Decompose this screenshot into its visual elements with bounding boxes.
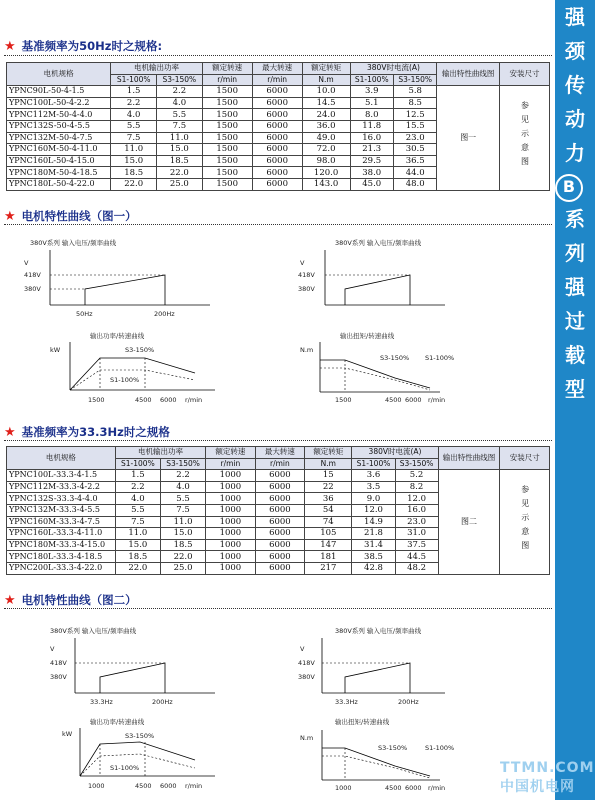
value-cell: 18.5 — [157, 155, 203, 167]
value-cell: 1500 — [202, 109, 252, 121]
series-label: S3-150% — [125, 732, 155, 740]
divider — [4, 224, 552, 226]
value-cell: 1000 — [206, 470, 256, 482]
axis-label: N.m — [300, 346, 314, 354]
value-cell: 6000 — [252, 167, 302, 179]
model-cell: YPNC160M-50-4-11.0 — [7, 144, 111, 156]
chart-title: 380V系列 输入电压/频率曲线 — [50, 627, 137, 635]
value-cell: 18.5 — [111, 167, 157, 179]
value-cell: 36 — [305, 493, 352, 505]
install-ref-cell — [499, 86, 549, 190]
value-cell: 38.5 — [352, 551, 395, 563]
axis-label: kW — [62, 730, 73, 738]
section-heading-curves-1: ★ 电机特性曲线（图一） — [4, 209, 137, 224]
curves-figure-2 — [0, 618, 550, 798]
table-row — [7, 86, 550, 98]
model-cell: YPNC132M-33.3-4-5.5 — [7, 504, 116, 516]
value-cell: 37.5 — [395, 539, 438, 551]
col-current: 380V时电流(A) — [352, 447, 438, 459]
tick-label: 418V — [50, 659, 67, 667]
series-label: S3-150% — [378, 744, 408, 752]
series-label: S1-100% — [425, 744, 455, 752]
value-cell: 6000 — [255, 493, 305, 505]
model-cell: YPNC180M-50-4-18.5 — [7, 167, 111, 179]
value-cell: 25.0 — [160, 562, 205, 574]
value-cell: 6000 — [255, 504, 305, 516]
unit: N.m — [305, 458, 352, 470]
value-cell: 74 — [305, 516, 352, 528]
unit: N.m — [302, 74, 350, 86]
value-cell: 22.0 — [115, 562, 160, 574]
value-cell: 1.5 — [115, 470, 160, 482]
axis-label: r/min — [185, 396, 203, 404]
value-cell: 6000 — [255, 562, 305, 574]
value-cell: 42.8 — [352, 562, 395, 574]
model-cell: YPNC132S-50-4-5.5 — [7, 120, 111, 132]
col-model: 电机规格 — [7, 63, 111, 86]
unit: r/min — [255, 458, 305, 470]
value-cell: 22.0 — [111, 178, 157, 190]
value-cell: 72.0 — [302, 144, 350, 156]
model-cell: YPNC160M-33.3-4-7.5 — [7, 516, 116, 528]
value-cell: 7.5 — [160, 504, 205, 516]
col-install: 安装尺寸 — [499, 63, 549, 86]
value-cell: 6000 — [252, 132, 302, 144]
axis-label: r/min — [185, 782, 203, 790]
col-current: 380V时电流(A) — [350, 63, 437, 75]
tick-label: 418V — [298, 659, 315, 667]
value-cell: 1500 — [202, 167, 252, 179]
col-curve: 输出特性曲线图 — [437, 63, 500, 86]
value-cell: 5.8 — [393, 86, 436, 98]
value-cell: 22 — [305, 481, 352, 493]
model-cell: YPNC112M-50-4-4.0 — [7, 109, 111, 121]
value-cell: 4.0 — [115, 493, 160, 505]
side-char: 型 — [565, 377, 585, 401]
value-cell: 7.5 — [157, 120, 203, 132]
install-ref-text: 参见示意图 — [520, 485, 530, 556]
value-cell: 8.2 — [395, 481, 438, 493]
axis-label: r/min — [428, 396, 446, 404]
value-cell: 5.2 — [395, 470, 438, 482]
tick-label: 200Hz — [398, 698, 419, 706]
value-cell: 1000 — [206, 539, 256, 551]
value-cell: 11.0 — [157, 132, 203, 144]
value-cell: 1000 — [206, 551, 256, 563]
value-cell: 1000 — [206, 528, 256, 540]
value-cell: 54 — [305, 504, 352, 516]
install-ref-cell — [500, 470, 550, 574]
model-cell: YPNC100L-50-4-2.2 — [7, 97, 111, 109]
value-cell: 38.0 — [350, 167, 393, 179]
chart-title: 380V系列 输入电压/频率曲线 — [30, 239, 117, 247]
value-cell: 1000 — [206, 493, 256, 505]
col-s3: S3-150% — [393, 74, 436, 86]
side-char: 动 — [565, 107, 585, 131]
curve-ref-cell: 图二 — [438, 470, 500, 574]
curve-ref-cell: 图一 — [437, 86, 500, 190]
value-cell: 1.5 — [111, 86, 157, 98]
value-cell: 25.0 — [157, 178, 203, 190]
side-char: 过 — [565, 309, 585, 333]
value-cell: 36.5 — [393, 155, 436, 167]
side-char: 列 — [565, 241, 585, 265]
model-cell: YPNC180L-50-4-22.0 — [7, 178, 111, 190]
value-cell: 18.5 — [115, 551, 160, 563]
value-cell: 22.0 — [157, 167, 203, 179]
value-cell: 6000 — [252, 155, 302, 167]
value-cell: 16.0 — [350, 132, 393, 144]
side-char: 传 — [565, 73, 585, 97]
spec-table-333hz — [6, 446, 550, 575]
col-s1: S1-100% — [350, 74, 393, 86]
value-cell: 6000 — [252, 120, 302, 132]
side-char: 强 — [565, 275, 585, 299]
tick-label: 4500 — [385, 784, 402, 792]
value-cell: 49.0 — [302, 132, 350, 144]
model-cell: YPNC132M-50-4-7.5 — [7, 132, 111, 144]
vf-chart-right — [298, 238, 445, 305]
value-cell: 6000 — [252, 109, 302, 121]
value-cell: 11.8 — [350, 120, 393, 132]
value-cell: 15.0 — [157, 144, 203, 156]
value-cell: 12.5 — [393, 109, 436, 121]
tick-label: 380V — [298, 673, 315, 681]
value-cell: 30.5 — [393, 144, 436, 156]
col-max: 最大转速 — [252, 63, 302, 75]
value-cell: 22.0 — [160, 551, 205, 563]
value-cell: 5.5 — [160, 493, 205, 505]
value-cell: 3.6 — [352, 470, 395, 482]
value-cell: 8.0 — [350, 109, 393, 121]
value-cell: 6000 — [252, 86, 302, 98]
value-cell: 1500 — [202, 97, 252, 109]
model-cell: YPNC160L-50-4-15.0 — [7, 155, 111, 167]
unit: r/min — [202, 74, 252, 86]
value-cell: 4.0 — [111, 109, 157, 121]
vf-chart-right — [298, 626, 445, 706]
value-cell: 6000 — [255, 539, 305, 551]
tick-label: 6000 — [160, 396, 177, 404]
torque-chart — [300, 331, 454, 404]
col-s1: S1-100% — [115, 458, 160, 470]
value-cell: 15.0 — [115, 539, 160, 551]
col-model: 电机规格 — [7, 447, 116, 470]
sidebar — [555, 0, 595, 800]
value-cell: 31.0 — [395, 528, 438, 540]
section-heading-curves-2: ★ 电机特性曲线（图二） — [4, 593, 137, 608]
tick-label: 4500 — [135, 396, 152, 404]
col-curve: 输出特性曲线图 — [438, 447, 500, 470]
value-cell: 11.0 — [111, 144, 157, 156]
star-icon: ★ — [4, 425, 16, 440]
series-label: S3-150% — [125, 346, 155, 354]
model-cell: YPNC160L-33.3-4-11.0 — [7, 528, 116, 540]
tick-label: 380V — [50, 673, 67, 681]
value-cell: 5.5 — [157, 109, 203, 121]
value-cell: 5.5 — [111, 120, 157, 132]
value-cell: 9.0 — [352, 493, 395, 505]
col-power: 电机输出功率 — [111, 63, 202, 75]
value-cell: 6000 — [252, 144, 302, 156]
model-cell: YPNC90L-50-4-1.5 — [7, 86, 111, 98]
col-rated: 额定转速 — [202, 63, 252, 75]
sidebar-title — [555, 0, 595, 406]
value-cell: 143.0 — [302, 178, 350, 190]
tick-label: 6000 — [160, 782, 177, 790]
divider — [4, 55, 552, 57]
value-cell: 24.0 — [302, 109, 350, 121]
value-cell: 3.5 — [352, 481, 395, 493]
value-cell: 1000 — [206, 504, 256, 516]
divider — [4, 440, 552, 442]
value-cell: 1500 — [202, 178, 252, 190]
value-cell: 15 — [305, 470, 352, 482]
value-cell: 48.0 — [393, 178, 436, 190]
value-cell: 5.5 — [115, 504, 160, 516]
value-cell: 1000 — [206, 516, 256, 528]
value-cell: 4.0 — [157, 97, 203, 109]
value-cell: 2.2 — [111, 97, 157, 109]
tick-label: 4500 — [385, 396, 402, 404]
side-char: 力 — [565, 141, 585, 165]
value-cell: 14.9 — [352, 516, 395, 528]
value-cell: 2.2 — [160, 470, 205, 482]
vf-chart-left — [50, 626, 215, 706]
value-cell: 105 — [305, 528, 352, 540]
section-heading-333hz: ★ 基准频率为33.3Hz时之规格 — [4, 425, 170, 440]
col-torque: 额定转矩 — [302, 63, 350, 75]
value-cell: 8.5 — [393, 97, 436, 109]
model-cell: YPNC100L-33.3-4-1.5 — [7, 470, 116, 482]
col-s3: S3-150% — [160, 458, 205, 470]
tick-label: 1000 — [88, 782, 105, 790]
tick-label: 33.3Hz — [335, 698, 358, 706]
tick-label: 1500 — [335, 396, 352, 404]
b-circle-icon: B — [555, 174, 583, 202]
side-char: 系 — [565, 207, 585, 231]
power-chart — [50, 331, 215, 404]
curves-figure-1 — [0, 230, 550, 410]
series-label: S1-100% — [425, 354, 455, 362]
value-cell: 6000 — [252, 97, 302, 109]
axis-label: N.m — [300, 734, 314, 742]
value-cell: 6000 — [255, 516, 305, 528]
value-cell: 29.5 — [350, 155, 393, 167]
value-cell: 2.2 — [157, 86, 203, 98]
value-cell: 10.0 — [302, 86, 350, 98]
series-label: S1-100% — [110, 764, 140, 772]
value-cell: 120.0 — [302, 167, 350, 179]
vf-chart-left — [24, 238, 210, 318]
tick-label: 6000 — [405, 396, 422, 404]
axis-label: r/min — [428, 784, 446, 792]
axis-label: V — [300, 259, 305, 267]
watermark: TTMN.COM 中国机电网 — [500, 760, 595, 795]
value-cell: 6000 — [252, 178, 302, 190]
col-s3: S3-150% — [157, 74, 203, 86]
value-cell: 1500 — [202, 86, 252, 98]
model-cell: YPNC200L-33.3-4-22.0 — [7, 562, 116, 574]
value-cell: 44.0 — [393, 167, 436, 179]
tick-label: 200Hz — [152, 698, 173, 706]
side-char-circle — [555, 174, 595, 202]
value-cell: 4.0 — [160, 481, 205, 493]
tick-label: 380V — [24, 285, 41, 293]
side-char: 载 — [565, 343, 585, 367]
value-cell: 7.5 — [115, 516, 160, 528]
model-cell: YPNC180M-33.3-4-15.0 — [7, 539, 116, 551]
value-cell: 16.0 — [395, 504, 438, 516]
tick-label: 4500 — [135, 782, 152, 790]
star-icon: ★ — [4, 39, 16, 54]
value-cell: 15.0 — [160, 528, 205, 540]
unit: r/min — [252, 74, 302, 86]
model-cell: YPNC132S-33.3-4-4.0 — [7, 493, 116, 505]
value-cell: 23.0 — [395, 516, 438, 528]
tick-label: 200Hz — [154, 310, 175, 318]
value-cell: 21.3 — [350, 144, 393, 156]
axis-label: V — [300, 645, 305, 653]
chart-title: 输出功率/转速曲线 — [90, 332, 145, 340]
chart-title: 380V系列 输入电压/频率曲线 — [335, 627, 422, 635]
spec-table-50hz — [6, 62, 550, 191]
col-rated: 额定转速 — [206, 447, 256, 459]
chart-title: 输出扭矩/转速曲线 — [340, 332, 395, 340]
side-char: 强 — [565, 5, 585, 29]
value-cell: 2.2 — [115, 481, 160, 493]
divider — [4, 608, 552, 610]
col-s3: S3-150% — [395, 458, 438, 470]
value-cell: 5.1 — [350, 97, 393, 109]
tick-label: 380V — [298, 285, 315, 293]
value-cell: 21.8 — [352, 528, 395, 540]
value-cell: 11.0 — [160, 516, 205, 528]
value-cell: 45.0 — [350, 178, 393, 190]
col-s1: S1-100% — [111, 74, 157, 86]
value-cell: 15.0 — [111, 155, 157, 167]
series-label: S3-150% — [380, 354, 410, 362]
value-cell: 147 — [305, 539, 352, 551]
model-cell: YPNC112M-33.3-4-2.2 — [7, 481, 116, 493]
tick-label: 6000 — [405, 784, 422, 792]
section-heading-50hz: ★ 基准频率为50Hz时之规格: — [4, 39, 163, 54]
value-cell: 3.9 — [350, 86, 393, 98]
value-cell: 6000 — [255, 470, 305, 482]
value-cell: 1000 — [206, 562, 256, 574]
tick-label: 1500 — [88, 396, 105, 404]
value-cell: 181 — [305, 551, 352, 563]
value-cell: 31.4 — [352, 539, 395, 551]
col-install: 安装尺寸 — [500, 447, 550, 470]
star-icon: ★ — [4, 209, 16, 224]
value-cell: 1500 — [202, 120, 252, 132]
install-ref-text: 参见示意图 — [520, 101, 530, 172]
tick-label: 50Hz — [76, 310, 93, 318]
value-cell: 36.0 — [302, 120, 350, 132]
value-cell: 23.0 — [393, 132, 436, 144]
value-cell: 48.2 — [395, 562, 438, 574]
col-torque: 额定转矩 — [305, 447, 352, 459]
value-cell: 1500 — [202, 132, 252, 144]
value-cell: 6000 — [255, 551, 305, 563]
unit: r/min — [206, 458, 256, 470]
value-cell: 7.5 — [111, 132, 157, 144]
value-cell: 1500 — [202, 144, 252, 156]
col-max: 最大转速 — [255, 447, 305, 459]
value-cell: 44.5 — [395, 551, 438, 563]
chart-title: 输出功率/转速曲线 — [90, 718, 145, 726]
value-cell: 15.5 — [393, 120, 436, 132]
col-s1: S1-100% — [352, 458, 395, 470]
value-cell: 14.5 — [302, 97, 350, 109]
tick-label: 418V — [24, 271, 41, 279]
value-cell: 18.5 — [160, 539, 205, 551]
value-cell: 217 — [305, 562, 352, 574]
series-label: S1-100% — [110, 376, 140, 384]
axis-label: V — [50, 645, 55, 653]
value-cell: 1000 — [206, 481, 256, 493]
value-cell: 6000 — [255, 528, 305, 540]
col-power: 电机输出功率 — [115, 447, 205, 459]
tick-label: 1000 — [335, 784, 352, 792]
value-cell: 12.0 — [395, 493, 438, 505]
axis-label: V — [24, 259, 29, 267]
side-char: 颈 — [565, 39, 585, 63]
value-cell: 11.0 — [115, 528, 160, 540]
tick-label: 33.3Hz — [90, 698, 113, 706]
chart-title: 输出扭矩/转速曲线 — [335, 718, 390, 726]
value-cell: 1500 — [202, 155, 252, 167]
value-cell: 12.0 — [352, 504, 395, 516]
model-cell: YPNC180L-33.3-4-18.5 — [7, 551, 116, 563]
axis-label: kW — [50, 346, 61, 354]
star-icon: ★ — [4, 593, 16, 608]
value-cell: 6000 — [255, 481, 305, 493]
torque-chart — [300, 717, 454, 792]
value-cell: 98.0 — [302, 155, 350, 167]
power-chart — [62, 717, 215, 790]
chart-title: 380V系列 输入电压/频率曲线 — [335, 239, 422, 247]
table-row — [7, 470, 550, 482]
tick-label: 418V — [298, 271, 315, 279]
